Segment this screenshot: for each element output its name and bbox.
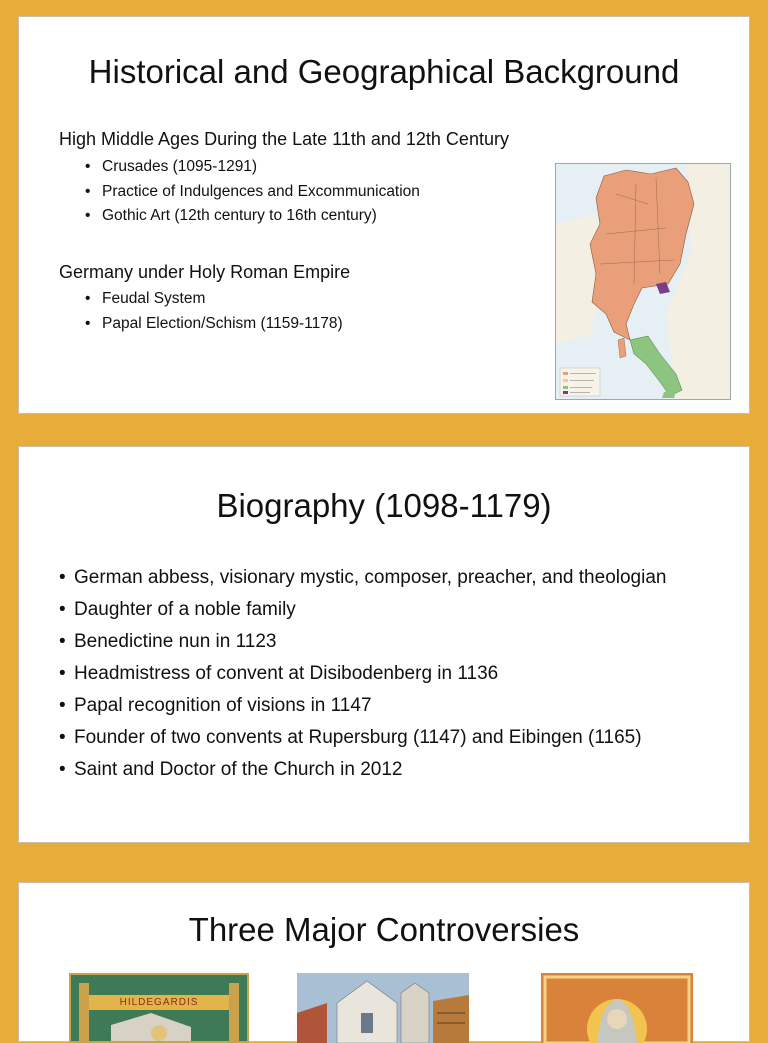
bullet-icon: • [59, 727, 66, 748]
list-item: • Feudal System [85, 287, 343, 312]
slide-title: Biography (1098-1179) [216, 487, 552, 524]
map-of-holy-roman-empire-icon [555, 163, 731, 400]
bullet-icon: • [85, 207, 91, 224]
list-item: • Saint and Doctor of the Church in 2012 [59, 754, 666, 786]
list-item: • Benedictine nun in 1123 [59, 626, 666, 658]
biography-list [59, 562, 666, 786]
list-item: • Headmistress of convent at Disibodenberg in 1136 [59, 658, 666, 690]
bullet-icon: • [85, 314, 91, 332]
list-item: • Practice of Indulgences and Excommunication [85, 180, 420, 205]
list-item: • Papal Election/Schism (1159-1178) [85, 312, 343, 337]
bullet-icon: • [59, 631, 66, 652]
slide-controversies [18, 882, 750, 1042]
germany-list [85, 287, 343, 336]
bullet-icon: • [59, 695, 66, 716]
bullet-icon: • [59, 759, 66, 780]
list-item: • Crusades (1095-1291) [85, 155, 420, 180]
slide-title: Three Major Controversies [188, 911, 580, 948]
bullet-icon: • [59, 599, 66, 620]
slide-biography [18, 446, 750, 843]
list-item: • Gothic Art (12th century to 16th century) [85, 204, 420, 229]
bullet-icon: • [85, 182, 91, 200]
abbey-painting-image-icon [297, 973, 469, 1043]
manuscript-label: HILDEGARDIS [89, 995, 229, 1010]
bullet-icon: • [85, 158, 91, 175]
list-item: • Founder of two convents at Rupersburg (1147) and Eibingen (1165) [59, 722, 666, 754]
section-heading-high-middle-ages: High Middle Ages During the Late 11th and 12th Century [59, 129, 509, 149]
bullet-icon: • [59, 663, 66, 684]
list-item: • Papal recognition of visions in 1147 [59, 690, 666, 722]
slide-title: Historical and Geographical Background [88, 53, 680, 90]
illuminated-manuscript-image-icon [69, 973, 249, 1043]
section-heading-germany: Germany under Holy Roman Empire [59, 262, 351, 282]
bullet-icon: • [59, 567, 66, 588]
list-item: • German abbess, visionary mystic, composer, preacher, and theologian [59, 562, 666, 594]
bullet-icon: • [85, 290, 91, 307]
high-middle-ages-list [85, 155, 420, 229]
slide-historical-background [18, 16, 750, 414]
saint-portrait-image-icon [541, 973, 693, 1043]
list-item: • Daughter of a noble family [59, 594, 666, 626]
